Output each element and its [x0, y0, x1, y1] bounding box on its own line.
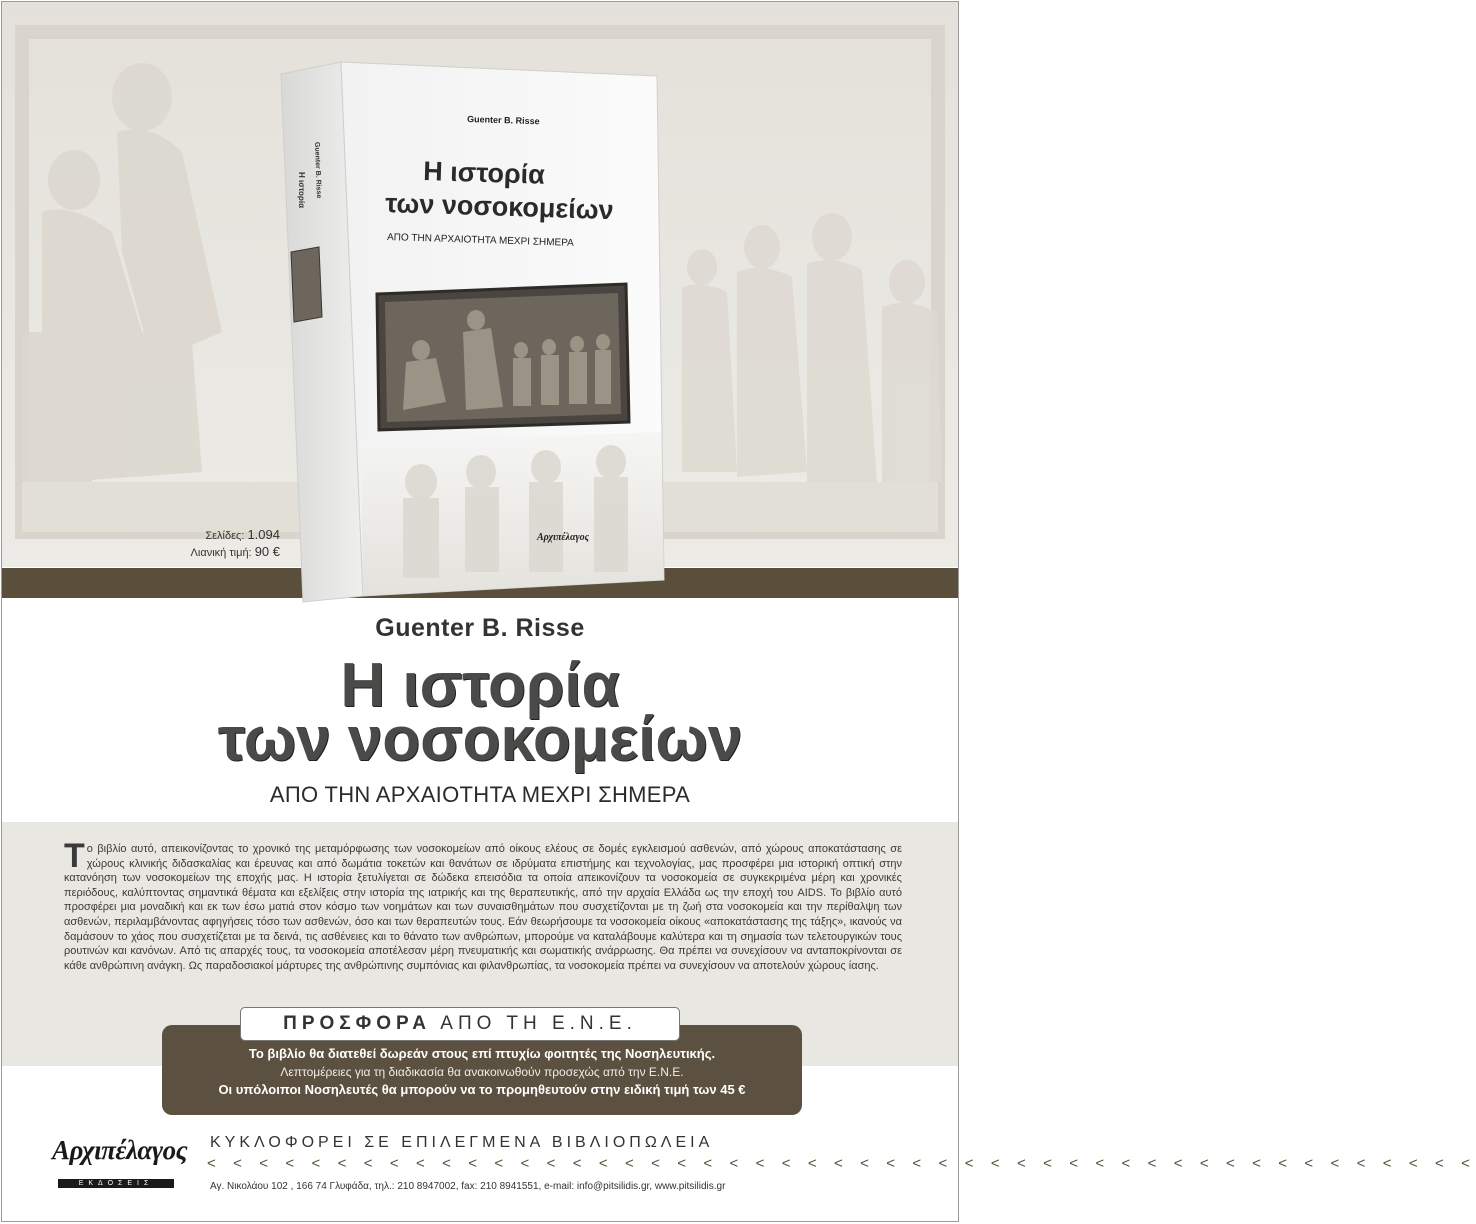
pages-value: 1.094: [247, 527, 280, 542]
offer-label-rest: ΑΠΟ ΤΗ Ε.Ν.Ε.: [440, 1013, 637, 1034]
offer-line-1: Το βιβλίο θα διατεθεί δωρεάν στους επί πτυχίω φοιτητές της Νοσηλευτικής.: [248, 1046, 716, 1061]
offer-label: [240, 1007, 680, 1041]
publisher-logo: [52, 1135, 188, 1195]
drop-cap: Τ: [64, 837, 85, 875]
offer-line-3: Οι υπόλοιποι Νοσηλευτές θα μπορούν να το προμηθευτούν στην ειδική τιμή των 45 €: [218, 1082, 746, 1097]
title-line-1: Η ιστορία: [340, 651, 620, 720]
cover-publisher-logo: Αρχιπέλαγος: [537, 532, 590, 543]
description-body: ο βιβλίο αυτό, απεικονίζοντας το χρονικό της μεταμόρφωσης των νοσοκομείων από οίκους ελέους σε δομές εγκλεισμού ασθενών, από χώρους αποκατάστασης σε χώρους κλινικής διδασκαλίας και έρευνας και από δωμάτια τοκετών και θανάτων σε ιδρύματα επιστήμης και τεχνολογίας, μας προσφέρει μια ιστορική οπτική στην κατανόηση των νοσοκομείων της εποχής μας. Η ιστορία ξετυλίγεται σε δώδεκα επεισόδια τα οποία απεικονίζουν τα νοσοκομεία σε συγκεκριμένα μέρη και χρονικές περιόδους, καλύπτοντας σημαντικά θέματα και εξελίξεις στην ιστορία της ιατρικής και της θεραπευτικής, από την αρχαία Ελλάδα ως την εποχή του AIDS. Το βιβλίο αυτό προσφέρει μια μοναδική και εκ των έσω ματιά στον κόσμο των νοημάτων και των συναισθημάτων που συσχετίζονται με τη ζωή στα νοσοκομεία και την περίθαλψη των ασθενών, περιλαμβάνοντας αφηγήσεις τόσο των ασθενών, όσο και των θεραπευτών τους. Εάν θεωρήσουμε τα νοσοκομεία οίκους «αποκατάστασης της τάξης», ικανούς να δαμάσουν το χάος που συσχετίζεται με τα δεινά, τις ασθένειες και το θάνατο των ανθρώπων, μπορούμε να καταλάβουμε καλύτερα και τη σημασία των τελετουργικών τους ρουτινών και κανόνων. Από τις απαρχές τους, τα νοσοκομεία αποτέλεσαν μέρη πνευματικής και σωματικής ανάρρωσης. Θα πρέπει να συνεχίσουν να ανταποκρίνονται σε κάθε ανθρώπινη ανάγκη. Ως παραδοσιακοί μάρτυρες της ανθρώπινης συμπόνιας και φιλανθρωπίας, τα νοσοκομεία πρέπει να συνεχίσουν να αποτελούν χώρους ίασης.: [64, 843, 902, 972]
author-name: Guenter B. Risse: [375, 614, 585, 642]
logo-subtitle: ΕΚΔΟΣΕΙΣ: [58, 1179, 174, 1188]
offer-label-bold: ΠΡΟΣΦΟΡΑ: [283, 1013, 432, 1034]
cover-title-line2: των νοσοκομείων: [384, 188, 615, 226]
cover-subtitle: ΑΠΟ ΤΗΝ ΑΡΧΑΙΟΤΗΤΑ ΜΕΧΡΙ ΣΗΜΕΡΑ: [386, 232, 574, 249]
title-line-2: των νοσοκομείων: [217, 705, 743, 774]
subtitle: ΑΠΟ ΤΗΝ ΑΡΧΑΙΟΤΗΤΑ ΜΕΧΡΙ ΣΗΜΕΡΑ: [269, 782, 691, 807]
advertisement-page: [1, 1, 1476, 1222]
availability-text: ΚΥΚΛΟΦΟΡΕΙ ΣΕ ΕΠΙΛΕΓΜΕΝΑ ΒΙΒΛΙΟΠΩΛΕΙΑ: [210, 1134, 714, 1151]
price-value: 90 €: [254, 544, 280, 559]
svg-text:Η ιστορία: Η ιστορία: [297, 172, 306, 209]
description-text: [64, 837, 902, 973]
offer-line-2: Λεπτομέρειες για τη διαδικασία θα ανακοινωθούν προσεχώς από την Ε.Ν.Ε.: [280, 1065, 684, 1079]
spine-author: Guenter B. Risse: [313, 141, 322, 199]
cover-title-line1: Η ιστορία: [422, 156, 546, 190]
cover-author: Guenter B. Risse: [466, 114, 540, 127]
price-label: Λιανική τιμή:: [190, 547, 252, 559]
book-cover-image: [281, 62, 664, 602]
chevron-row: < < < < < < < < < < < < < < < < < < < < < < < < < < < < < < < < < < < < < < < < < < < < < < < < <: [207, 1155, 1476, 1172]
book-specs: [122, 527, 280, 561]
pages-label: Σελίδες:: [205, 530, 245, 542]
logo-script: Αρχιπέλαγος: [52, 1135, 188, 1165]
contact-info: Αγ. Νικολάου 102 , 166 74 Γλυφάδα, τηλ.: 210 8947002, fax: 210 8941551, e-mail: info@pitsilidis.gr, www.pitsilidis.gr: [210, 1181, 726, 1192]
